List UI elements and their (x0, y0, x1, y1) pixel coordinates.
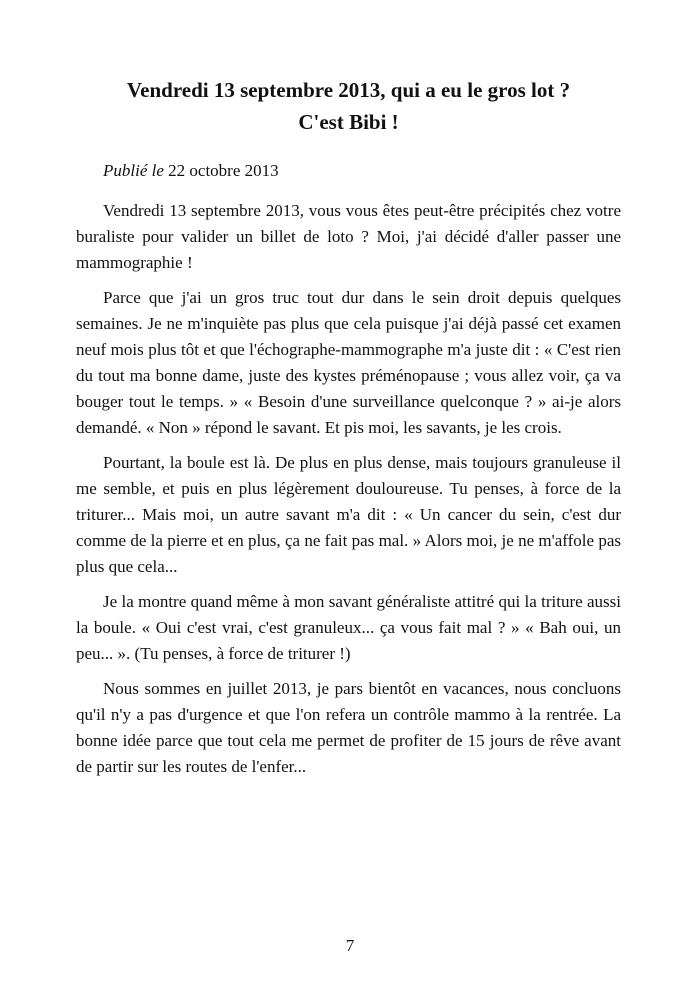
publication-line (76, 158, 621, 184)
page-content (76, 74, 621, 789)
body-paragraph-1: Vendredi 13 septembre 2013, vous vous êtes peut-être précipités chez votre buraliste pour valider un billet de loto ? Moi, j'ai décidé d'aller passer une mammographie ! (76, 201, 621, 272)
chapter-title-line-1: Vendredi 13 septembre 2013, qui a eu le gros lot ? (126, 78, 571, 102)
publication-label: Publié le (103, 161, 164, 180)
body-paragraph-3: Pourtant, la boule est là. De plus en plus dense, mais toujours granuleuse il me semble, et puis en plus légèrement douloureuse. Tu penses, à force de la triturer... Mais moi, un autre savant m'a dit : « Un cancer du sein, c'est dur comme de la pierre et en plus, ça ne fait pas mal. » Alors moi, je ne m'affole pas plus que cela... (76, 453, 621, 576)
body-paragraph-5: Nous sommes en juillet 2013, je pars bientôt en vacances, nous concluons qu'il n'y a pas d'urgence et que l'on refera un contrôle mammo à la rentrée. La bonne idée parce que tout cela me permet de profiter de 15 jours de rêve avant de partir sur les routes de l'enfer... (76, 679, 621, 776)
page-number: 7 (345, 936, 355, 955)
body-paragraph-2: Parce que j'ai un gros truc tout dur dans le sein droit depuis quelques semaines. Je ne m'inquiète pas plus que cela puisque j'ai déjà passé cet examen neuf mois plus tôt et que l'échographe-mammographe m'a juste dit : « C'est rien du tout ma bonne dame, juste des kystes préménopause ; vous allez voir, ça va bouger tout le temps. » « Besoin d'une surveillance quelconque ? » ai-je alors demandé. « Non » répond le savant. Et pis moi, les savants, je les crois. (76, 288, 621, 437)
publication-date: 22 octobre 2013 (168, 161, 279, 180)
chapter-title-line-2: C'est Bibi ! (298, 110, 399, 134)
body-paragraph-4: Je la montre quand même à mon savant généraliste attitré qui la triture aussi la boule. « Oui c'est vrai, c'est granuleux... ça vous fait mal ? » « Bah oui, un peu... ». (Tu penses, à force de triturer !) (76, 592, 621, 663)
chapter-title (76, 74, 621, 138)
